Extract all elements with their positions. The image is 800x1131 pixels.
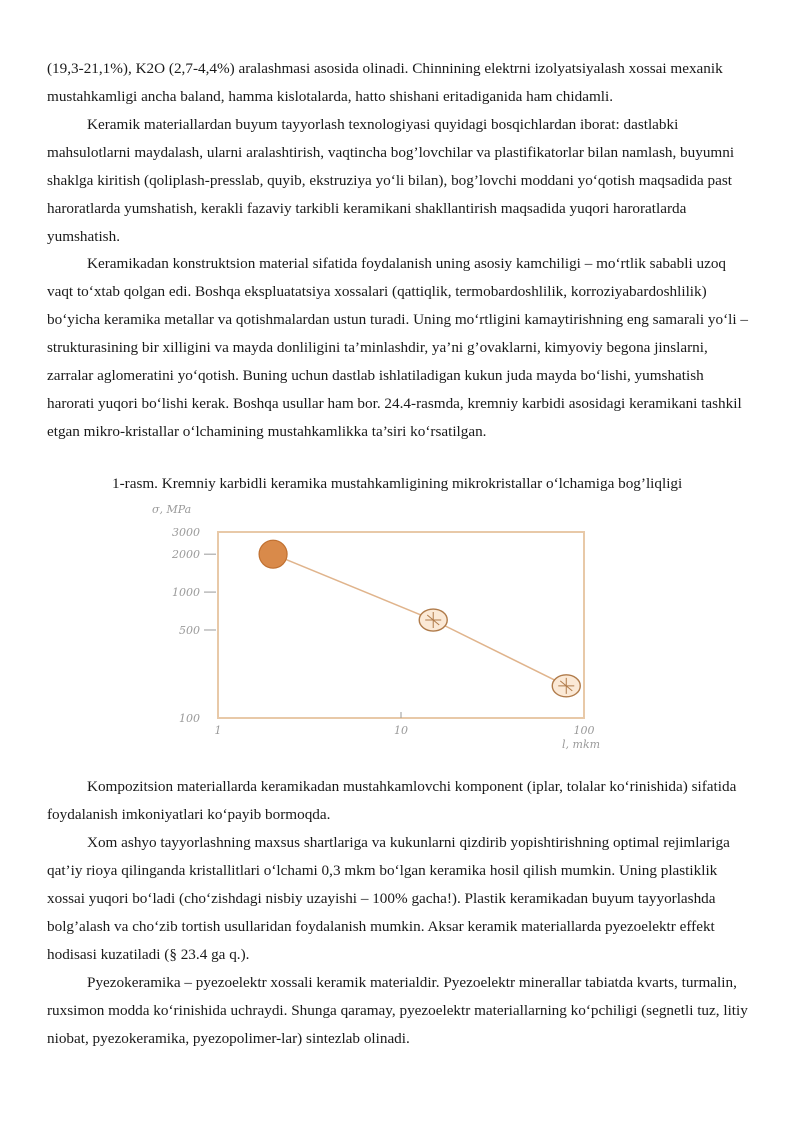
paragraph-2: Keramik materiallardan buyum tayyorlash texnologiyasi quyidagi bosqichlardan iborat: dastlabki mahsulotlarni maydalash, ularni aralashtirish, vaqtincha bog’lovchilar va plastifikatorlar bilan namlash, buyumni shaklga kiritish (qoliplash-presslab, quyib, ekstruziya yo‘li bilan), bog’lovchi moddani yo‘qotish maqsadida past haroratlarda yumshatish, kerakli fazaviy tarkibli keramikani shakllantirish maqsadida yuqori haroratlarda yumshatish.	[47, 116, 735, 245]
x-axis-label: l, mkm	[562, 738, 601, 751]
y-tick-label: 500	[179, 623, 200, 637]
y-tick-label: 3000	[172, 526, 200, 539]
paragraph-1: (19,3-21,1%), K2O (2,7-4,4%) aralashmasi asosida olinadi. Chinnining elektrni izolyatsiyalash xossai mexanik mustahkamligi ancha baland, hamma kislotalarda, hatto shishani eritadiganida ham chidamli.	[47, 60, 723, 105]
data-point	[259, 540, 287, 568]
y-tick-label: 1000	[172, 586, 200, 600]
x-tick-label: 100	[573, 724, 595, 737]
paragraph-3: Keramikadan konstruktsion material sifatida foydalanish uning asosiy kamchiligi – mo‘rtlik sababli uzoq vaqt to‘xtab qolgan edi. Boshqa ekspluatatsiya xossalari (qattiqlik, termobardoshlilik, korroziyabardoshlilik) bo‘yicha keramika metallar va qotishmalardan ustun turadi. Uning mo‘rtligini kamaytirishning eng samarali yo‘li – strukturasining bir xilligini va mayda donliligini ta’minlashdir, ya’ni g’ovaklarni, kimyoviy begona jinslarni, zarralar aglomeratini yo‘qotish. Buning uchun dastlab ishlatiladigan kukun juda mayda bo‘lishi, yumshatish harorati yuqori bo‘lishi kerak. Boshqa usullar ham bor. 24.4-rasmda, kremniy karbidi asosidagi keramikani tashkil etgan mikro-kristallar o‘lchamining mustahkamlikka ta’siri ko‘rsatilgan.	[47, 255, 748, 440]
chart-svg	[140, 500, 630, 755]
strength-chart	[140, 500, 630, 755]
paragraph-4: Kompozitsion materiallarda keramikadan mustahkamlovchi komponent (iplar, tolalar ko‘rinishida) sifatida foydalanish imkoniyatlari ko‘payib bormoqda.	[47, 778, 737, 823]
paragraph-6: Pyezokeramika – pyezoelektr xossali keramik materialdir. Pyezoelektr minerallar tabiatda kvarts, turmalin, ruxsimon modda ko‘rinishida uchraydi. Shunga qaramay, pyezoelektr materiallarning ko‘pchiligi (segnetli tuz, litiy niobat, pyezokeramika, pyezopolimer-lar) sintezlab olinadi.	[47, 974, 748, 1047]
y-tick-label: 100	[179, 712, 200, 725]
paragraph-5: Xom ashyo tayyorlashning maxsus shartlariga va kukunlarni qizdirib yopishtirishning optimal rejimlariga qat’iy rioya qilinganda kristallitlari o‘lchami 0,3 mkm bo‘lgan keramika hosil qilish mumkin. Uning plastiklik xossai yuqori bo‘ladi (cho‘zishdagi nisbiy uzayishi – 100% gacha!). Plastik keramikadan buyum tayyorlashda bolg’alash va cho‘zib tortish usullaridan foydalanish mumkin. Aksar keramik materiallarda pyezoelektr effekt hodisasi kuzatiladi (§ 23.4 ga q.).	[47, 834, 730, 963]
figure-caption: 1-rasm. Kremniy karbidli keramika mustahkamligining mikrokristallar o‘lchamiga bog’liqligi	[112, 475, 683, 492]
x-tick-label: 10	[394, 724, 408, 737]
x-tick-label: 1	[214, 724, 222, 737]
y-axis-label: σ, MPa	[152, 503, 192, 516]
y-tick-label: 2000	[172, 548, 200, 562]
